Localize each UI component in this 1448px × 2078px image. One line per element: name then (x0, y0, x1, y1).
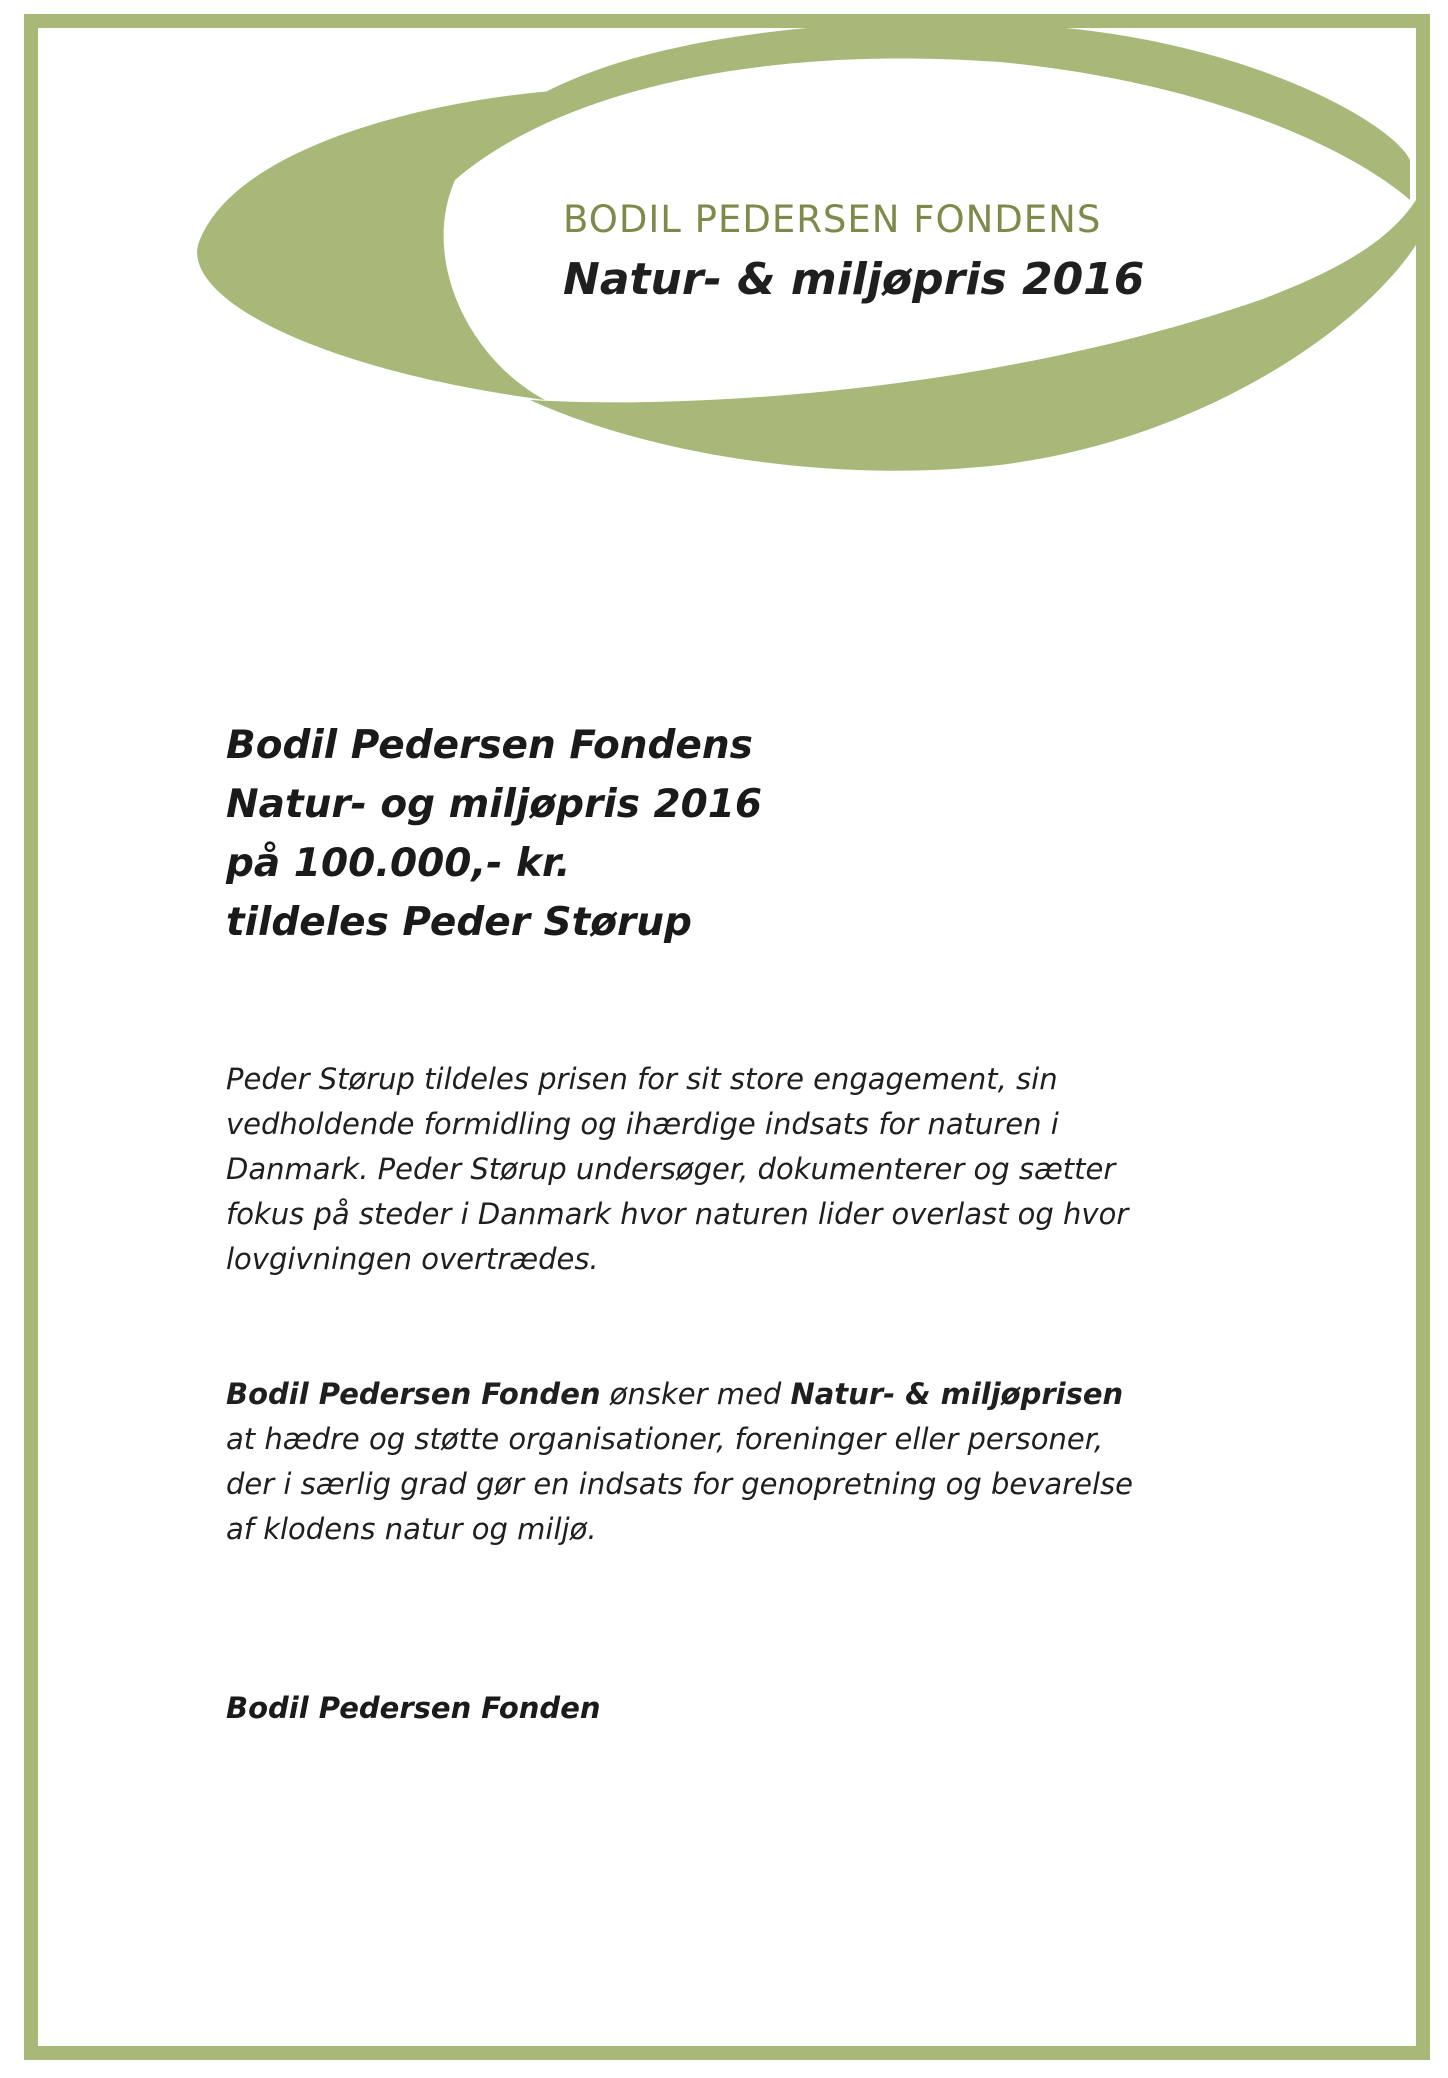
headline-line: Bodil Pedersen Fondens (226, 723, 753, 768)
paragraph-line: at hædre og støtte organisationer, foreninger eller personer, (226, 1422, 1104, 1456)
paragraph-line: af klodens natur og miljø. (226, 1512, 597, 1546)
paragraph-line (226, 1372, 1226, 1417)
header-title-block (563, 196, 1183, 308)
foundation-name-bold: Bodil Pedersen Fonden (226, 1377, 601, 1411)
paragraph-line: Danmark. Peder Størup undersøger, dokumenterer og sætter (226, 1152, 1116, 1186)
header-org-name: BODIL PEDERSEN FONDENS (563, 198, 1102, 241)
award-headline (226, 716, 1226, 952)
prize-name-bold: Natur- & miljøprisen (790, 1377, 1124, 1411)
header-prize-title: Natur- & miljøpris 2016 (563, 254, 1145, 305)
paragraph-line: fokus på steder i Danmark hvor naturen lider overlast og hvor (226, 1197, 1129, 1231)
paragraph-line: lovgivningen overtrædes. (226, 1242, 599, 1276)
swoosh-top-right-band (455, 22, 1410, 200)
headline-line: på 100.000,- kr. (226, 841, 571, 886)
signature: Bodil Pedersen Fonden (226, 1691, 601, 1725)
paragraph-line: vedholdende formidling og ihærdige indsats for naturen i (226, 1107, 1059, 1141)
headline-line: tildeles Peder Størup (226, 900, 692, 945)
paragraph-line: Peder Størup tildeles prisen for sit store engagement, sin (226, 1062, 1058, 1096)
paragraph-line: der i særlig grad gør en indsats for genopretning og bevarelse (226, 1467, 1133, 1501)
foundation-purpose-paragraph (226, 1372, 1226, 1552)
paragraph-text: ønsker med (600, 1377, 791, 1411)
headline-line: Natur- og miljøpris 2016 (226, 782, 763, 827)
award-reason-paragraph (226, 1057, 1226, 1282)
